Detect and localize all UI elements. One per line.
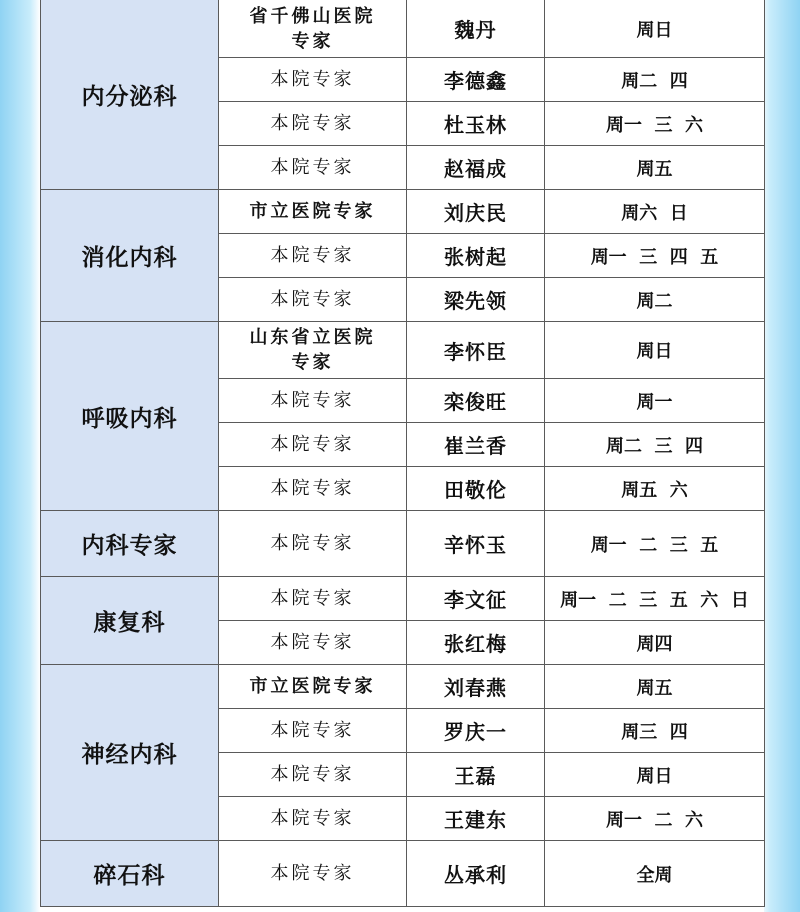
- table-row: [41, 322, 765, 379]
- clinic-days-cell: 周日: [545, 0, 765, 58]
- table-row: [41, 511, 765, 577]
- expert-source-cell: 本院专家: [219, 234, 407, 278]
- clinic-days-cell: 周二 四: [545, 58, 765, 102]
- expert-source-line: 省千佛山医院: [249, 5, 376, 27]
- doctor-name-cell: 张树起: [407, 234, 545, 278]
- table-row: [41, 190, 765, 234]
- clinic-days-cell: 周日: [545, 322, 765, 379]
- doctor-name-cell: 魏丹: [407, 0, 545, 58]
- doctor-name-cell: 张红梅: [407, 621, 545, 665]
- clinic-days-cell: 周一 二 六: [545, 797, 765, 841]
- clinic-days-cell: 周四: [545, 621, 765, 665]
- department-cell: 碎石科: [41, 841, 219, 907]
- clinic-days-cell: 周一 三 四 五: [545, 234, 765, 278]
- clinic-days-cell: 周一 二 三 五 六 日: [545, 577, 765, 621]
- clinic-days-cell: 全周: [545, 841, 765, 907]
- expert-source-line: 专家: [291, 352, 334, 373]
- expert-source-cell: 本院专家: [219, 577, 407, 621]
- expert-source-cell: 市立医院专家: [219, 190, 407, 234]
- doctor-name-cell: 王磊: [407, 753, 545, 797]
- schedule-sheet: [40, 0, 764, 912]
- expert-source-cell: 本院专家: [219, 146, 407, 190]
- doctor-name-cell: 赵福成: [407, 146, 545, 190]
- clinic-days-cell: 周一: [545, 379, 765, 423]
- clinic-days-cell: 周三 四: [545, 709, 765, 753]
- clinic-days-cell: 周一 三 六: [545, 102, 765, 146]
- clinic-days-cell: 周六 日: [545, 190, 765, 234]
- doctor-name-cell: 刘春燕: [407, 665, 545, 709]
- expert-source-cell: 本院专家: [219, 709, 407, 753]
- expert-source-cell: 本院专家: [219, 423, 407, 467]
- department-cell: 呼吸内科: [41, 322, 219, 511]
- expert-source-cell: 本院专家: [219, 102, 407, 146]
- department-cell: 内分泌科: [41, 0, 219, 190]
- table-row: [41, 0, 765, 58]
- expert-source-line: 山东省立医院: [249, 327, 376, 348]
- expert-source-cell: 市立医院专家: [219, 665, 407, 709]
- expert-source-cell: 本院专家: [219, 841, 407, 907]
- clinic-days-cell: 周二 三 四: [545, 423, 765, 467]
- expert-source-cell: 本院专家: [219, 753, 407, 797]
- schedule-body: [41, 0, 765, 907]
- doctor-name-cell: 李怀臣: [407, 322, 545, 379]
- doctor-name-cell: 崔兰香: [407, 423, 545, 467]
- department-cell: 内科专家: [41, 511, 219, 577]
- clinic-days-cell: 周一 二 三 五: [545, 511, 765, 577]
- department-cell: 消化内科: [41, 190, 219, 322]
- doctor-name-cell: 罗庆一: [407, 709, 545, 753]
- expert-source-cell: 本院专家: [219, 278, 407, 322]
- expert-source-cell: 本院专家: [219, 511, 407, 577]
- expert-source-cell: 本院专家: [219, 467, 407, 511]
- table-row: [41, 665, 765, 709]
- expert-source-cell: 本院专家: [219, 621, 407, 665]
- doctor-schedule-table: [40, 0, 765, 907]
- department-cell: 康复科: [41, 577, 219, 665]
- doctor-name-cell: 丛承利: [407, 841, 545, 907]
- doctor-name-cell: 田敬伦: [407, 467, 545, 511]
- doctor-name-cell: 李文征: [407, 577, 545, 621]
- doctor-name-cell: 李德鑫: [407, 58, 545, 102]
- clinic-days-cell: 周日: [545, 753, 765, 797]
- clinic-days-cell: 周五 六: [545, 467, 765, 511]
- doctor-name-cell: 辛怀玉: [407, 511, 545, 577]
- clinic-days-cell: 周五: [545, 665, 765, 709]
- table-row: [41, 841, 765, 907]
- department-cell: 神经内科: [41, 665, 219, 841]
- expert-source-cell: 本院专家: [219, 797, 407, 841]
- clinic-days-cell: 周二: [545, 278, 765, 322]
- expert-source-cell: 本院专家: [219, 379, 407, 423]
- doctor-name-cell: 栾俊旺: [407, 379, 545, 423]
- doctor-name-cell: 梁先领: [407, 278, 545, 322]
- doctor-name-cell: 刘庆民: [407, 190, 545, 234]
- table-row: [41, 577, 765, 621]
- expert-source-cell: [219, 322, 407, 379]
- expert-source-cell: 本院专家: [219, 58, 407, 102]
- expert-source-line: 专家: [291, 30, 334, 52]
- expert-source-cell: [219, 0, 407, 58]
- clinic-days-cell: 周五: [545, 146, 765, 190]
- doctor-name-cell: 王建东: [407, 797, 545, 841]
- doctor-name-cell: 杜玉林: [407, 102, 545, 146]
